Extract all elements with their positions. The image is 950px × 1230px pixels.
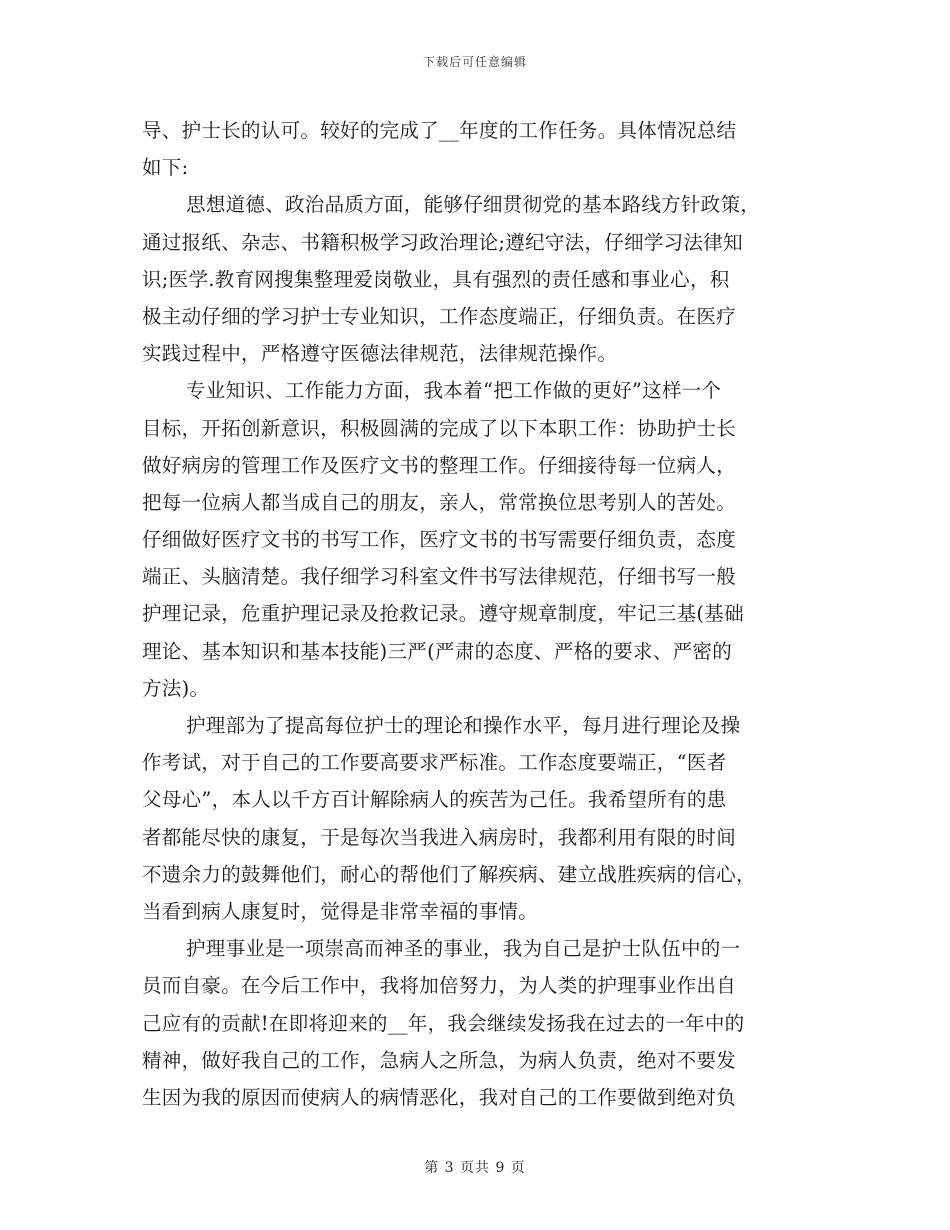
text-line: 方法)。 [142, 676, 210, 700]
page-number-footer: 第 3 页共 9 页 [424, 1160, 526, 1176]
paragraph-start-line: 思想道德、政治品质方面，能够仔细贯彻党的基本路线方针政策， [186, 193, 761, 217]
text-line: 实践过程中，严格遵守医德法律规范，法律规范操作。 [142, 342, 618, 366]
text-line: 己应有的贡献!在即将迎来的__年，我会继续发扬我在过去的一年中的 [142, 1011, 745, 1035]
paragraph-start-line: 专业知识、工作能力方面，我本着“把工作做的更好”这样一个 [186, 379, 722, 403]
text-line: 者都能尽快的康复，于是每次当我进入病房时，我都利用有限的时间 [142, 825, 737, 849]
text-line: 通过报纸、杂志、书籍积极学习政治理论;遵纪守法，仔细学习法律知 [142, 230, 743, 254]
text-line: 把每一位病人都当成自己的朋友，亲人，常常换位思考别人的苦处。 [142, 490, 737, 514]
paragraph-start-line: 护理事业是一项崇高而神圣的事业，我为自己是护士队伍中的一 [186, 937, 741, 961]
text-line: 父母心”，本人以千方百计解除病人的疾苦为己任。我希望所有的患 [142, 788, 727, 812]
text-line: 生因为我的原因而使病人的病情恶化，我对自己的工作要做到绝对负 [142, 1085, 737, 1109]
text-line: 理论、基本知识和基本技能)三严(严肃的态度、严格的要求、严密的 [142, 639, 733, 663]
page-header: 下载后可任意编辑 [422, 55, 527, 69]
text-line: 员而自豪。在今后工作中，我将加倍努力，为人类的护理事业作出自 [142, 974, 737, 998]
text-line: 识;医学.教育网搜集整理爱岗敬业，具有强烈的责任感和事业心，积 [142, 267, 730, 291]
text-line: 端正、头脑清楚。我仔细学习科室文件书写法律规范，仔细书写一般 [142, 565, 737, 589]
text-line: 护理记录，危重护理记录及抢救记录。遵守规章制度，牢记三基(基础 [142, 602, 744, 626]
text-line: 不遗余力的鼓舞他们，耐心的帮他们了解疾病、建立战胜疾病的信心， [142, 862, 756, 886]
text-line: 精神，做好我自己的工作，急病人之所急，为病人负责，绝对不要发 [142, 1048, 737, 1072]
text-line: 目标，开拓创新意识，积极圆满的完成了以下本职工作：协助护士长 [142, 416, 737, 440]
paragraph-start-line: 护理部为了提高每位护士的理论和操作水平，每月进行理论及操 [186, 714, 741, 737]
text-line: 仔细做好医疗文书的书写工作，医疗文书的书写需要仔细负责，态度 [142, 528, 737, 552]
text-line: 当看到病人康复时，觉得是非常幸福的事情。 [142, 899, 539, 923]
text-line: 做好病房的管理工作及医疗文书的整理工作。仔细接待每一位病人， [142, 453, 737, 477]
text-line: 如下: [142, 156, 189, 180]
text-line: 作考试，对于自己的工作要高要求严标准。工作态度要端正，“医者 [142, 751, 727, 775]
text-line: 导、护士长的认可。较好的完成了__年度的工作任务。具体情况总结 [142, 119, 737, 142]
text-line: 极主动仔细的学习护士专业知识，工作态度端正，仔细负责。在医疗 [142, 304, 737, 328]
document-body [142, 112, 810, 1116]
